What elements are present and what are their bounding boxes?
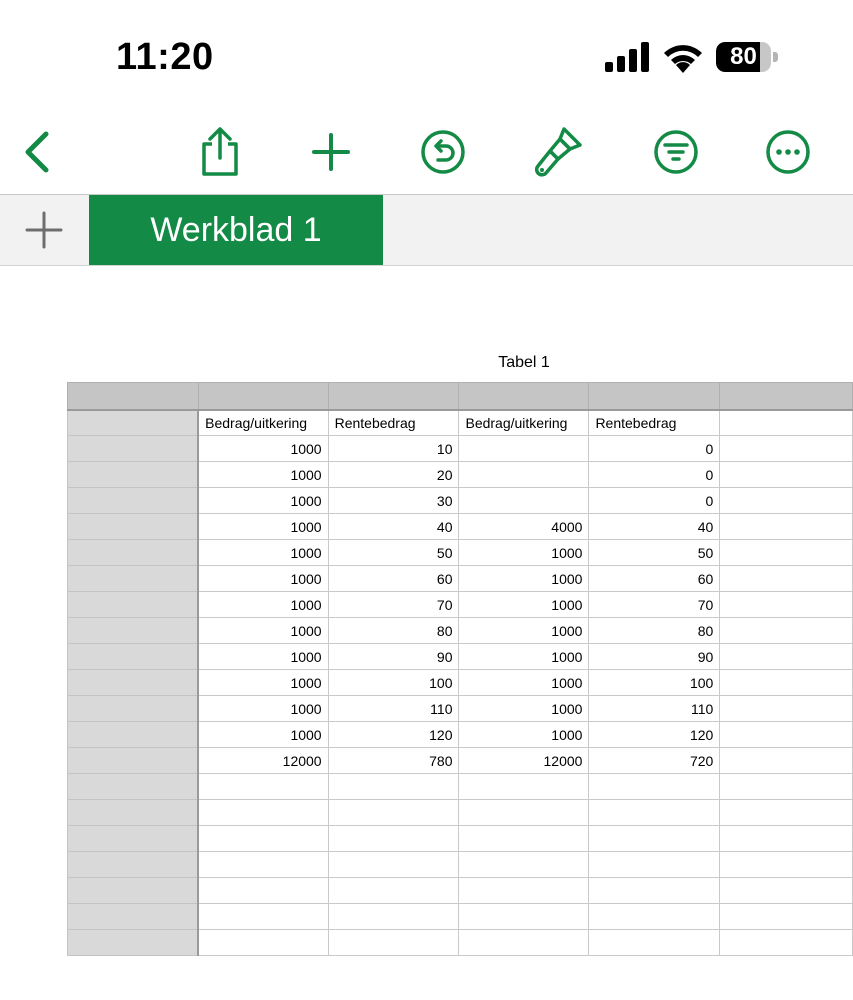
table-cell[interactable]: 1000 (459, 540, 589, 566)
table-row (68, 878, 853, 904)
table-cell[interactable]: 0 (589, 488, 720, 514)
table-cell[interactable] (589, 826, 720, 852)
battery-cap (773, 52, 778, 62)
column-header[interactable] (589, 383, 720, 410)
table-cell[interactable]: 90 (589, 644, 720, 670)
table-row (68, 722, 853, 748)
toolbar (0, 110, 853, 195)
table-cell[interactable] (198, 774, 328, 800)
table-cell[interactable]: 60 (328, 566, 459, 592)
table-cell[interactable]: 1000 (459, 566, 589, 592)
table-cell[interactable]: 10 (328, 436, 459, 462)
table-cell[interactable] (459, 488, 589, 514)
header-row (68, 410, 853, 436)
table-cell[interactable]: 0 (589, 462, 720, 488)
status-bar (0, 0, 853, 110)
table-cell[interactable]: 100 (589, 670, 720, 696)
table-cell[interactable] (328, 800, 459, 826)
table-cell[interactable] (198, 800, 328, 826)
undo-button[interactable] (413, 122, 473, 182)
table-cell[interactable]: 12000 (198, 748, 328, 774)
table-row (68, 462, 853, 488)
table-cell[interactable] (589, 800, 720, 826)
battery-icon (716, 42, 771, 72)
table-cell[interactable] (589, 904, 720, 930)
more-button[interactable] (758, 122, 818, 182)
table-cell[interactable] (720, 774, 853, 800)
table-row (68, 618, 853, 644)
table-cell[interactable] (328, 904, 459, 930)
table-cell[interactable] (720, 592, 853, 618)
table-cell[interactable] (720, 826, 853, 852)
table-cell[interactable] (720, 540, 853, 566)
row-header[interactable] (68, 514, 199, 540)
table-cell[interactable]: 1000 (198, 644, 328, 670)
table-cell[interactable]: 1000 (198, 670, 328, 696)
table-cell[interactable]: 110 (328, 696, 459, 722)
table-cell[interactable] (328, 930, 459, 956)
battery-level: 80 (730, 43, 757, 70)
column-header[interactable] (720, 383, 853, 410)
table-cell[interactable] (198, 904, 328, 930)
wifi-icon (661, 40, 705, 74)
table-cell[interactable]: 720 (589, 748, 720, 774)
table-row (68, 826, 853, 852)
table-cell[interactable]: 780 (328, 748, 459, 774)
table-row (68, 800, 853, 826)
header-cell[interactable] (720, 410, 853, 436)
table-cell[interactable]: 1000 (459, 696, 589, 722)
row-header[interactable] (68, 462, 199, 488)
table-cell[interactable]: 70 (589, 592, 720, 618)
table-cell[interactable]: 1000 (198, 618, 328, 644)
insert-plus-icon (311, 132, 351, 172)
table-cell[interactable] (720, 696, 853, 722)
column-header[interactable] (328, 383, 459, 410)
table-cell[interactable]: 80 (328, 618, 459, 644)
row-header[interactable] (68, 774, 199, 800)
table-cell[interactable]: 1000 (198, 566, 328, 592)
table-cell[interactable] (328, 774, 459, 800)
table-row (68, 852, 853, 878)
table-cell[interactable] (459, 904, 589, 930)
filter-button[interactable] (646, 122, 706, 182)
table-cell[interactable] (720, 852, 853, 878)
status-time: 11:20 (116, 36, 214, 78)
table-cell[interactable] (720, 800, 853, 826)
table-cell[interactable]: 1000 (198, 696, 328, 722)
table-cell[interactable]: 1000 (459, 670, 589, 696)
table-cell[interactable] (328, 852, 459, 878)
table-cell[interactable]: 120 (589, 722, 720, 748)
table-cell[interactable] (328, 878, 459, 904)
table-cell[interactable]: 1000 (459, 722, 589, 748)
table-row (68, 696, 853, 722)
table-cell[interactable] (720, 462, 853, 488)
table-cell[interactable]: 40 (589, 514, 720, 540)
table-cell[interactable]: 1000 (198, 722, 328, 748)
table-cell[interactable] (198, 930, 328, 956)
table-title[interactable]: Tabel 1 (498, 354, 550, 371)
column-header[interactable] (198, 383, 328, 410)
table-cell[interactable]: 60 (589, 566, 720, 592)
table-cell[interactable] (720, 644, 853, 670)
column-header[interactable] (459, 383, 589, 410)
table-cell[interactable]: 50 (589, 540, 720, 566)
row-header[interactable] (68, 696, 199, 722)
add-sheet-button[interactable] (20, 206, 68, 254)
table-cell[interactable] (720, 566, 853, 592)
row-header[interactable] (68, 436, 199, 462)
column-header-row (68, 383, 853, 410)
table-cell[interactable]: 30 (328, 488, 459, 514)
format-brush-icon (532, 125, 584, 179)
table-row (68, 774, 853, 800)
table-cell[interactable] (589, 878, 720, 904)
table-cell[interactable] (589, 930, 720, 956)
row-header[interactable] (68, 410, 199, 436)
table-cell[interactable]: 1000 (198, 592, 328, 618)
row-header[interactable] (68, 670, 199, 696)
table-cell[interactable] (720, 618, 853, 644)
header-cell[interactable]: Rentebedrag (328, 410, 459, 436)
back-button[interactable] (8, 122, 68, 182)
filter-icon (653, 129, 699, 175)
table-cell[interactable] (720, 878, 853, 904)
table-row (68, 592, 853, 618)
table-cell[interactable] (459, 852, 589, 878)
table-cell[interactable]: 1000 (198, 540, 328, 566)
corner-cell[interactable] (68, 383, 199, 410)
row-header[interactable] (68, 852, 199, 878)
table-cell[interactable]: 4000 (459, 514, 589, 540)
format-button[interactable] (528, 122, 588, 182)
cellular-signal-icon (605, 42, 651, 72)
table-cell[interactable]: 0 (589, 436, 720, 462)
header-cell[interactable]: Bedrag/uitkering (459, 410, 589, 436)
table-cell[interactable] (459, 436, 589, 462)
table-cell[interactable]: 12000 (459, 748, 589, 774)
table-row (68, 644, 853, 670)
table-cell[interactable] (459, 826, 589, 852)
table-cell[interactable]: 100 (328, 670, 459, 696)
table-row (68, 436, 853, 462)
plus-icon (25, 211, 63, 249)
table-row (68, 488, 853, 514)
row-header[interactable] (68, 930, 199, 956)
header-cell[interactable]: Rentebedrag (589, 410, 720, 436)
table-cell[interactable]: 70 (328, 592, 459, 618)
table-cell[interactable]: 20 (328, 462, 459, 488)
table-cell[interactable]: 120 (328, 722, 459, 748)
row-header[interactable] (68, 800, 199, 826)
row-header[interactable] (68, 592, 199, 618)
table-cell[interactable] (720, 514, 853, 540)
table-cell[interactable] (198, 826, 328, 852)
table-cell[interactable]: 110 (589, 696, 720, 722)
table-cell[interactable]: 1000 (198, 488, 328, 514)
table-cell[interactable] (720, 436, 853, 462)
table-row (68, 930, 853, 956)
spreadsheet-table[interactable] (67, 382, 853, 956)
table-row (68, 540, 853, 566)
insert-button[interactable] (301, 122, 361, 182)
tab-werkblad-1[interactable]: Werkblad 1 (89, 195, 383, 265)
back-chevron-icon (18, 130, 58, 174)
table-cell[interactable] (720, 722, 853, 748)
table-cell[interactable]: 1000 (459, 592, 589, 618)
table-cell[interactable]: 1000 (459, 644, 589, 670)
battery-indicator (716, 42, 778, 72)
sheet-tab-bar (0, 195, 853, 266)
share-icon (198, 126, 242, 178)
row-header[interactable] (68, 566, 199, 592)
row-header[interactable] (68, 722, 199, 748)
row-header[interactable] (68, 488, 199, 514)
table-cell[interactable]: 50 (328, 540, 459, 566)
table-cell[interactable] (328, 826, 459, 852)
table-row (68, 670, 853, 696)
share-button[interactable] (190, 122, 250, 182)
table-cell[interactable] (720, 748, 853, 774)
table-cell[interactable]: 90 (328, 644, 459, 670)
table-cell[interactable] (589, 774, 720, 800)
table-cell[interactable] (459, 800, 589, 826)
table-cell[interactable] (198, 878, 328, 904)
table-cell[interactable] (720, 930, 853, 956)
row-header[interactable] (68, 748, 199, 774)
table-cell[interactable] (720, 488, 853, 514)
row-header[interactable] (68, 904, 199, 930)
table-cell[interactable] (589, 852, 720, 878)
table-row (68, 748, 853, 774)
table-cell[interactable]: 1000 (459, 618, 589, 644)
table-cell[interactable]: 1000 (198, 436, 328, 462)
table-cell[interactable]: 80 (589, 618, 720, 644)
row-header[interactable] (68, 826, 199, 852)
table-cell[interactable] (459, 462, 589, 488)
row-header[interactable] (68, 618, 199, 644)
table-row (68, 514, 853, 540)
table-cell[interactable] (720, 904, 853, 930)
table-cell[interactable] (459, 774, 589, 800)
table-row (68, 566, 853, 592)
row-header[interactable] (68, 878, 199, 904)
table-cell[interactable] (459, 930, 589, 956)
table-cell[interactable]: 1000 (198, 514, 328, 540)
table-cell[interactable]: 1000 (198, 462, 328, 488)
header-cell[interactable]: Bedrag/uitkering (198, 410, 328, 436)
more-icon (765, 129, 811, 175)
row-header[interactable] (68, 540, 199, 566)
table-cell[interactable] (198, 852, 328, 878)
table-cell[interactable] (720, 670, 853, 696)
row-header[interactable] (68, 644, 199, 670)
table-cell[interactable]: 40 (328, 514, 459, 540)
table-cell[interactable] (459, 878, 589, 904)
undo-icon (420, 129, 466, 175)
table-row (68, 904, 853, 930)
